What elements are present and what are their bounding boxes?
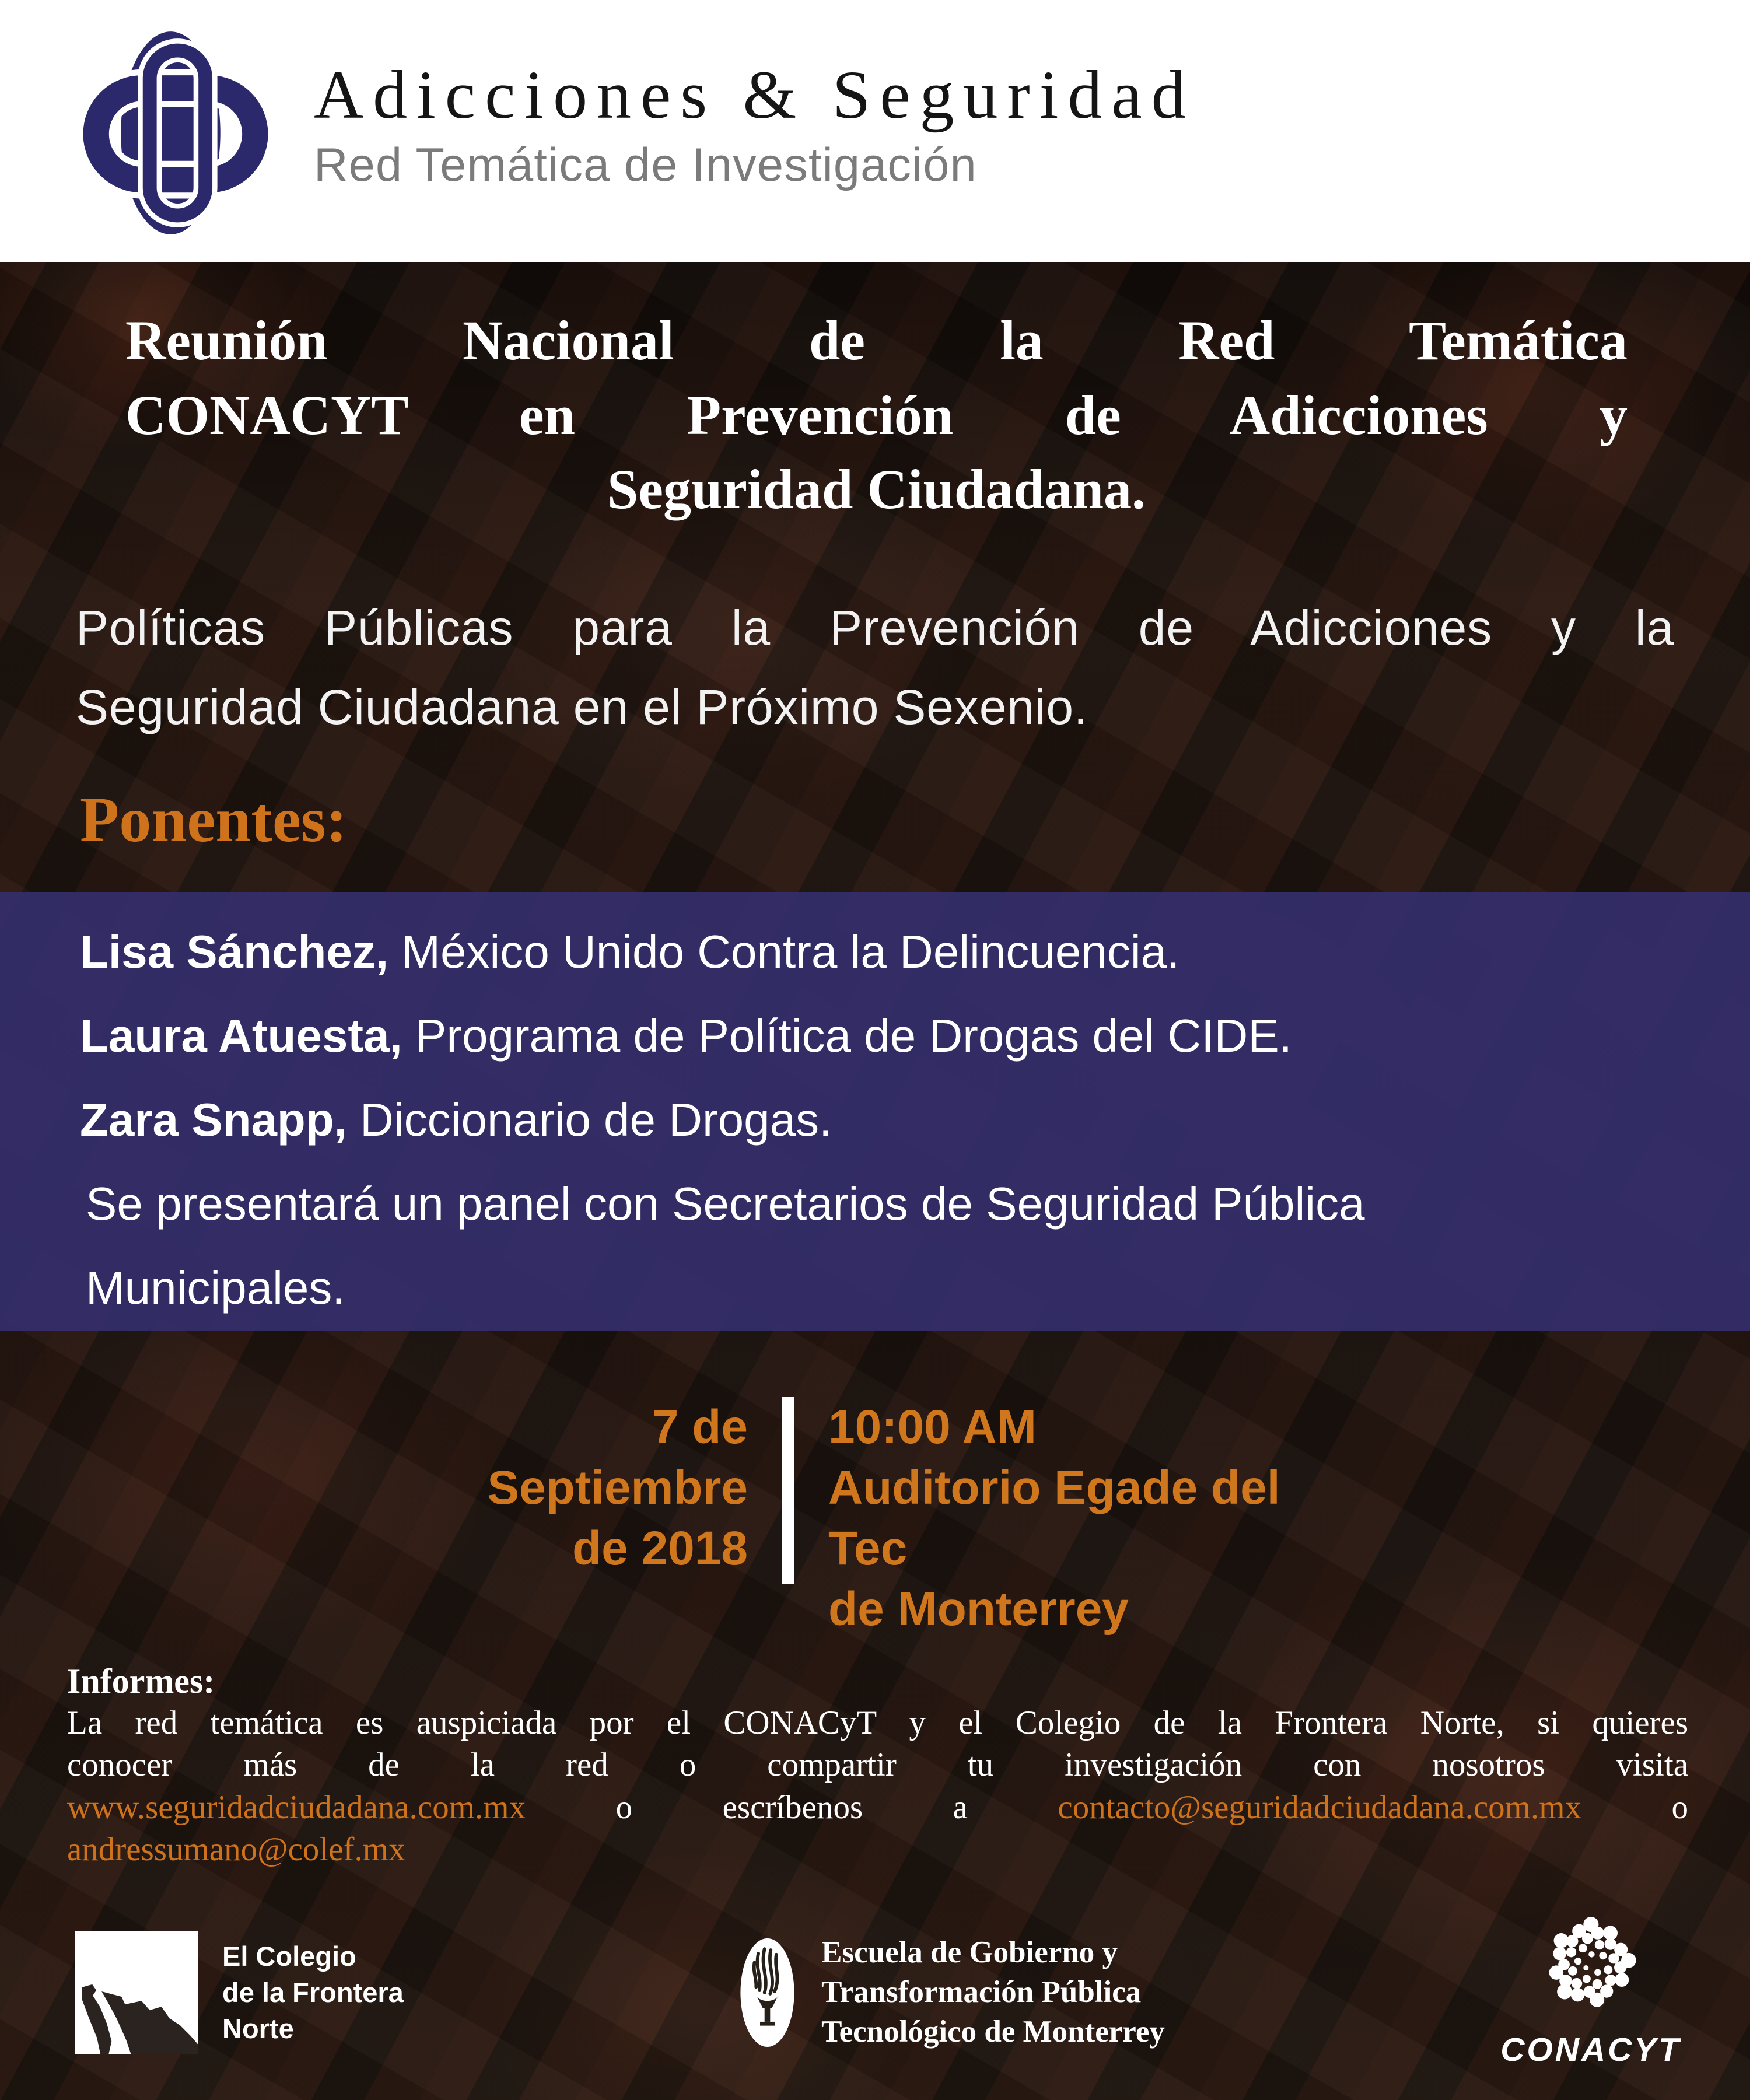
- event-date-line: 7 de: [652, 1401, 748, 1454]
- info-text-line: [67, 1787, 1688, 1829]
- colef-map-icon: [75, 1931, 198, 2054]
- info-text-line: La red temática es auspiciada por el CONACyT y el Colegio de la Frontera Norte, si quieres: [67, 1704, 1688, 1741]
- egade-logo: [739, 1933, 1165, 2052]
- event-date-line: de 2018: [572, 1522, 748, 1576]
- speaker-affiliation: Programa de Política de Drogas del CIDE.: [415, 1010, 1292, 1062]
- info-text-fragment: o escríbenos a: [615, 1788, 968, 1826]
- speaker-item: [80, 994, 1680, 1078]
- event-venue-line: de Monterrey: [828, 1583, 1129, 1636]
- event-subtitle: [76, 588, 1674, 747]
- event-date-line: Septiembre: [487, 1461, 748, 1515]
- egade-name-line: Transformación Pública: [821, 1975, 1142, 2010]
- info-text-fragment: o: [1671, 1788, 1689, 1826]
- event-venue-line: Auditorio Egade del Tec: [828, 1461, 1280, 1576]
- conacyt-logo: [1500, 1908, 1681, 2069]
- speaker-item: [80, 910, 1680, 994]
- event-title: [125, 303, 1628, 527]
- panel-note-line: Municipales.: [86, 1262, 345, 1314]
- colef-email-link[interactable]: andressumano@colef.mx: [67, 1831, 405, 1868]
- egade-name-line: Escuela de Gobierno y: [821, 1936, 1118, 1970]
- speaker-affiliation: México Unido Contra la Delincuencia.: [401, 926, 1180, 978]
- event-title-line: CONACYT en Prevención de Adicciones y: [125, 383, 1628, 446]
- speakers-band: [0, 892, 1750, 1331]
- info-text-line: [67, 1829, 1688, 1871]
- info-text-line: conocer más de la red o compartir tu investigación con nosotros visita: [67, 1746, 1688, 1784]
- colef-name-line: de la Frontera: [222, 1976, 404, 2008]
- info-section: [67, 1660, 1688, 1871]
- event-time: 10:00 AM: [828, 1401, 1037, 1454]
- egade-name-line: Tecnológico de Monterrey: [821, 2014, 1165, 2049]
- brand-title: Adicciones & Seguridad: [314, 56, 1195, 133]
- colef-name: [222, 1938, 404, 2047]
- website-link[interactable]: www.seguridadciudadana.com.mx: [67, 1788, 526, 1826]
- brand-subtitle: Red Temática de Investigación: [314, 138, 977, 191]
- vertical-divider: [782, 1397, 794, 1584]
- brand-text: [314, 55, 1195, 192]
- adicciones-seguridad-knot-icon: [65, 19, 286, 247]
- speaker-name: Zara Snapp,: [80, 1094, 347, 1146]
- header: [0, 0, 1750, 262]
- speaker-name: Lisa Sánchez,: [80, 926, 389, 978]
- speaker-item: [80, 1078, 1680, 1162]
- event-title-line: Reunión Nacional de la Red Temática: [125, 309, 1628, 372]
- conacyt-label: CONACYT: [1500, 2031, 1681, 2068]
- speaker-name: Laura Atuesta,: [80, 1010, 402, 1062]
- colef-name-line: Norte: [222, 2013, 294, 2045]
- colef-logo: [75, 1931, 404, 2054]
- panel-note-line: Se presentará un panel con Secretarios de Seguridad Pública: [86, 1178, 1365, 1230]
- event-date: [454, 1397, 782, 1584]
- speakers-heading: Ponentes:: [80, 784, 348, 855]
- event-subtitle-line: Seguridad Ciudadana en el Próximo Sexenio.: [76, 680, 1088, 735]
- contact-email-link[interactable]: contacto@seguridadciudadana.com.mx: [1058, 1788, 1582, 1826]
- event-title-line: Seguridad Ciudadana.: [607, 458, 1146, 521]
- footer-logos: [75, 1916, 1681, 2069]
- egade-name: [821, 1933, 1165, 2052]
- tec-torch-icon: [739, 1937, 796, 2049]
- event-time-venue: [794, 1397, 1296, 1636]
- info-heading: Informes:: [67, 1662, 215, 1700]
- colef-name-line: El Colegio: [222, 1940, 356, 1972]
- speaker-affiliation: Diccionario de Drogas.: [360, 1094, 832, 1146]
- conacyt-spiral-icon: [1525, 1908, 1657, 2022]
- event-subtitle-line: Políticas Públicas para la Prevención de Adicciones y la: [76, 600, 1674, 655]
- schedule: [0, 1397, 1750, 1636]
